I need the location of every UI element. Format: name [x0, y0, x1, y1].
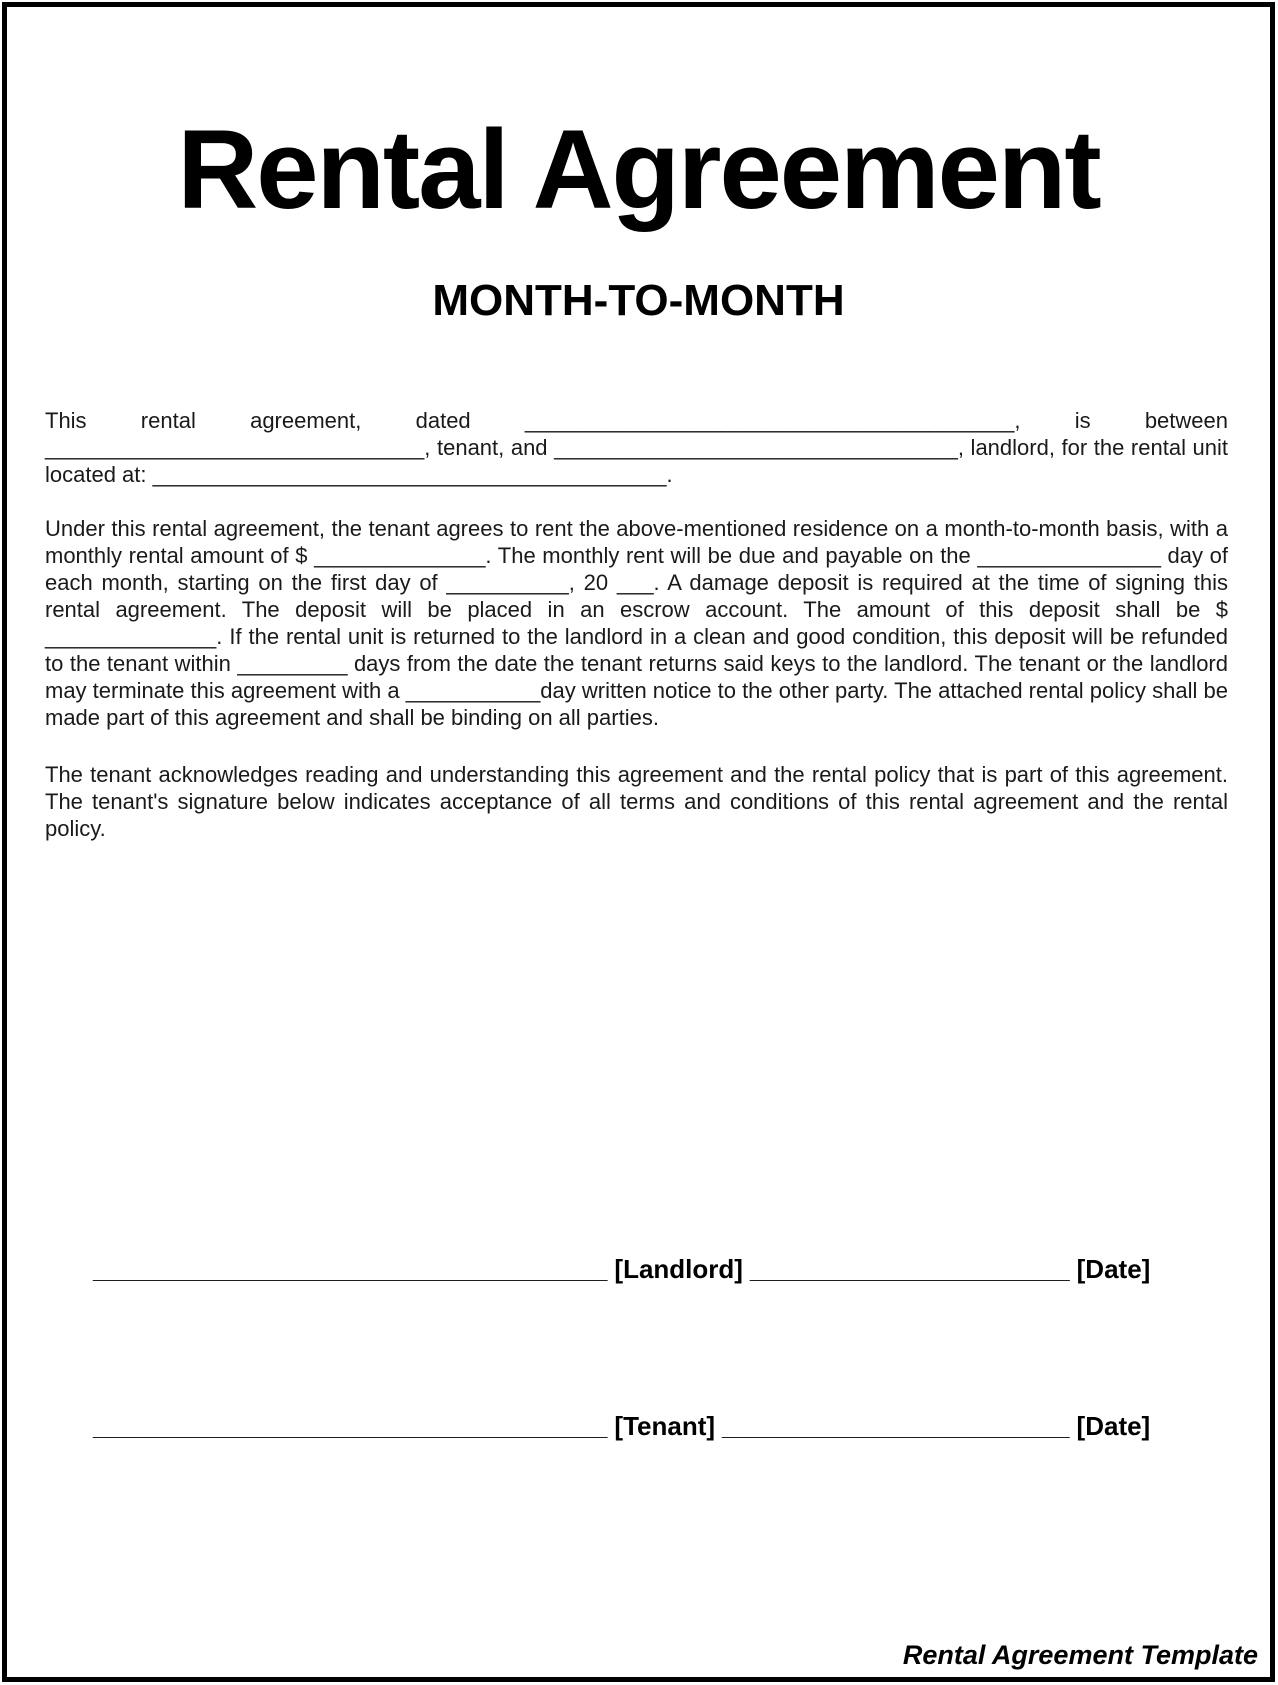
paragraph-terms: Under this rental agreement, the tenant agrees to rent the above-mentioned residence on a month-to-month basis, with a monthly rental amount of $ ______________. The monthly rent will be due and payable on the _______________ day of each month, starting on the first day of __________, 20 ___. A damage deposit is required at the time of signing this rental agreement. The deposit will be placed in an escrow account. The amount of this deposit shall be $ ______________. If the rental unit is returned to the landlord in a clean and good condition, this deposit will be refunded to the tenant within _________ days from the date the tenant returns said keys to the landlord. The tenant or the landlord may terminate this agreement with a ___________day written notice to the other party. The attached rental policy shall be made part of this agreement and shall be binding on all parties.: [45, 515, 1228, 730]
footer-label: Rental Agreement Template: [902, 1640, 1258, 1670]
landlord-date-blank: _______________________: [749, 1255, 1070, 1284]
landlord-date-label: [Date]: [1076, 1253, 1151, 1284]
paragraph-parties: This rental agreement, dated ________________________________________, is between _______________________________, tenant, and _________________________________, landlord, for the rental unit located at: __________________________________________.: [45, 407, 1228, 487]
page-title: Rental Agreement: [177, 107, 1100, 232]
tenant-date-label: [Date]: [1076, 1410, 1151, 1441]
signature-row-landlord: [7, 1254, 1270, 1285]
page-subtitle: MONTH-TO-MONTH: [432, 275, 845, 325]
paragraph-acknowledgement: The tenant acknowledges reading and understanding this agreement and the rental policy that is part of this agreement. The tenant's signature below indicates acceptance of all terms and conditions of this rental agreement and the rental policy.: [45, 761, 1228, 841]
landlord-label: [Landlord]: [614, 1253, 743, 1284]
tenant-signature-blank: _____________________________________: [93, 1412, 608, 1441]
tenant-label: [Tenant]: [614, 1410, 716, 1441]
document-page: [2, 2, 1275, 1682]
signature-row-tenant: [7, 1411, 1270, 1442]
tenant-date-blank: _________________________: [721, 1412, 1070, 1441]
landlord-signature-blank: _____________________________________: [93, 1255, 608, 1284]
